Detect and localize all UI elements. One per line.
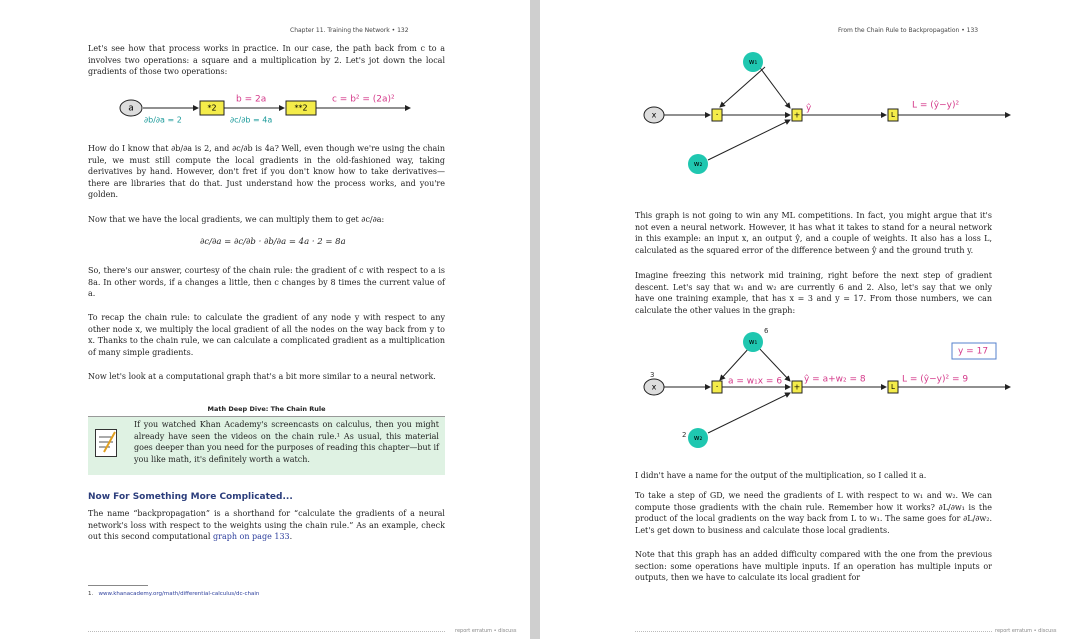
op-loss-label: L [891,383,895,391]
op-times-two-label: *2 [207,103,217,113]
paragraph-gd-step: To take a step of GD, we need the gradients of L with respect to w₁ and w₂. We can compute those gradients with the chain rule. Remember how it works? ∂L/∂w₁ is the product of the local gradients on the way back from L to w₁. The same goes for ∂L/∂w₂. Let's get down to business and calculate those local gradients. [635,491,992,535]
node-w1-label: w₁ [748,58,758,66]
paragraph-multiple-inputs: Note that this graph has an added difficulty compared with the one from the previous section: some operations have multiple inputs. If an operation has multiple inputs or outputs, then we have to calculate its local gradient for [635,550,992,582]
paragraph-name-a: I didn't have a name for the output of the multiplication, so I called it a. [635,471,927,480]
footnote-rule [88,585,148,586]
grad-c-b: ∂c/∂b = 4a [230,115,273,125]
notepad-icon [95,429,117,457]
section-heading: Now For Something More Complicated... [88,492,293,502]
chain-equation: ∂c/∂a = ∂c/∂b · ∂b/∂a = 4a · 2 = 8a [200,237,346,247]
paragraph-answer: So, there's our answer, courtesy of the chain rule: the gradient of c with respect to a is 8a. In other words, if a changes a little, then c changes by 8 times the current value of a. [88,266,445,298]
paragraph-local-gradients: How do I know that ∂b/∂a is 2, and ∂c/∂b is 4a? Well, even though we're using the chain rule, we must still compute the local gradients in the old-fashioned way, taking derivatives by hand. However, don't fret if you don't know how to take derivatives—there are libraries that do that. Just understand how the process works, and you're golden. [88,144,445,199]
op-loss-label: L [891,111,895,119]
paragraph-transition: Now let's look at a computational graph that's a bit more similar to a neural network. [88,372,436,381]
op-multiply-label: · [715,382,719,393]
a-equation: a = w₁x = 6 [728,376,783,387]
running-head: From the Chain Rule to Backpropagation • 133 [838,27,979,34]
op-add-label: + [793,382,801,392]
footnote-number: 1. [88,591,94,597]
op-square-label: **2 [294,103,308,113]
op-multiply-label: · [715,110,719,121]
ground-truth-label: y = 17 [958,346,989,357]
yhat-label: ŷ [806,103,812,114]
page-gutter [530,0,540,639]
footer-rule [635,631,992,632]
footer-rule [88,631,445,632]
paragraph-backprop [88,508,445,543]
deep-dive-box [88,416,445,475]
graph-page-link[interactable]: graph on page 133 [213,532,290,541]
paragraph-intro: Let's see how that process works in practice. In our case, the path back from c to a involves two operations: a square and a multiplication by 2. Let's jot down the local gradients of those two operations: [88,44,445,76]
footer-erratum-link[interactable]: report erratum • discuss [455,628,517,634]
paragraph-freeze: Imagine freezing this network mid training, right before the next step of gradient descent. Let's say that w₁ and w₂ are currently 6 and 2. Also, let's say that we only have one training example, that has x = 3 and y = 17. From those numbers, we can calculate the other values in the graph: [635,271,992,315]
loss-value-equation: L = (ŷ−y)² = 9 [902,374,969,385]
grad-b-a: ∂b/∂a = 2 [144,115,182,125]
footer-erratum-link[interactable]: report erratum • discuss [995,628,1057,634]
network-graph [640,50,1020,180]
c-equation: c = b² = (2a)² [332,94,395,105]
node-x-label: x [651,110,657,120]
right-page [540,0,1080,639]
paragraph-not-win: This graph is not going to win any ML competitions. In fact, you might argue that it's not even a neural network. However, it has what it takes to stand for a neural network in this example: an input x, an output ŷ, and a couple of weights. It also has a loss L, calculated as the squared error of the difference between ŷ and the ground truth y. [635,211,992,255]
footnote-link[interactable]: www.khanacademy.org/math/differential-calculus/dc-chain [98,591,260,597]
loss-equation: L = (ŷ−y)² [912,100,960,111]
left-page [0,0,530,639]
chain-rule-graph [118,92,418,126]
x-value: 3 [650,371,655,379]
deep-dive-text: If you watched Khan Academy's screencasts on calculus, then you might already have seen the videos on the chain rule.¹ As usual, this material goes deeper than you need for the purposes of reading this chapter—but if you like math, it's definitely worth a watch. [134,420,439,464]
paragraph-recap: To recap the chain rule: to calculate the gradient of any node y with respect to any other node x, we multiply the local gradient of all the nodes on the way back from y to x. Thanks to the chain rule, we can calculate a complicated gradient as a multiplication of many simple gradients. [88,313,445,357]
b-equation: b = 2a [236,94,267,105]
paragraph-multiply: Now that we have the local gradients, we can multiply them to get ∂c/∂a: [88,215,385,224]
node-x-label: x [651,382,657,392]
w1-value: 6 [764,327,769,335]
valued-network-graph [640,325,1020,455]
op-add-label: + [793,110,801,120]
deep-dive-title: Math Deep Dive: The Chain Rule [207,405,326,413]
paragraph-backprop-end: . [289,532,293,541]
node-w2-label: w₂ [693,160,703,168]
footnote [88,591,259,597]
running-head: Chapter 11. Training the Network • 132 [290,27,409,34]
node-w1-label: w₁ [748,338,758,346]
paragraph-backprop-text: The name “backpropagation” is a shorthand for “calculate the gradients of a neural network's loss with respect to the weights using the chain rule.” As an example, check out this second computational [88,509,445,541]
yhat-equation: ŷ = a+w₂ = 8 [804,374,866,385]
node-w2-label: w₂ [693,434,703,442]
w2-value: 2 [682,431,687,439]
node-a-label: a [128,103,134,114]
